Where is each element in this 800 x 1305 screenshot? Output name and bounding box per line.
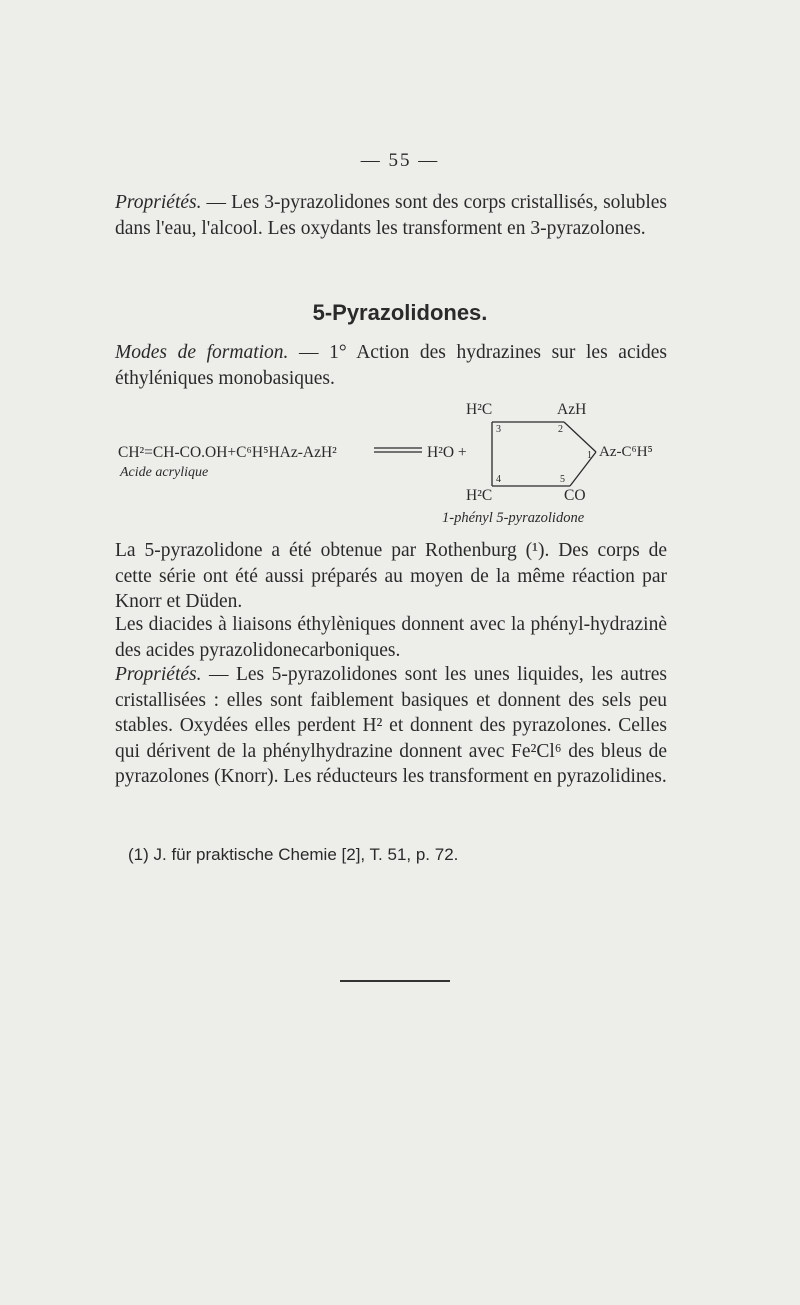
paragraph-formation	[115, 340, 667, 391]
ring-substituent: Az-C⁶H⁵	[599, 444, 653, 460]
ring-atom-bottom-right: CO	[564, 487, 586, 504]
ring-bond	[570, 452, 596, 486]
paragraph-text: — Les 5-pyrazolidones sont les unes liquides, les autres cristallisées : elles sont faiblement basiques et donnent des sels peu stables. Oxydées elles perdent H² et donnent des pyrazolones. Celles qui dérivent de la phénylhydrazine donnent avec Fe²Cl⁶ des bleus de pyrazolones (Knorr). Les réducteurs les transforment en pyrazolidines.	[115, 664, 667, 787]
ring-atom-bottom-left: H²C	[466, 487, 493, 504]
paragraph-text: — 1° Action des hydrazines sur les acides éthyléniques monobasiques.	[115, 342, 668, 389]
ring-atom-top-left: H²C	[466, 401, 493, 418]
ring-number: 1	[587, 450, 592, 461]
paragraph-history: La 5-pyrazolidone a été obtenue par Rothenburg (¹). Des corps de cette série ont été aussi préparés au moyen de la même réaction par Knorr et Düden.	[115, 540, 667, 612]
paragraph-label: Propriétés.	[115, 664, 202, 685]
ring-number: 4	[496, 474, 501, 485]
page-number: — 55 —	[360, 150, 440, 171]
paragraph-diacids: Les diacides à liaisons éthylèniques donnent avec la phényl-hydrazinè des acides pyrazolidonecarboniques.	[115, 614, 667, 661]
reactant-name: Acide acrylique	[120, 465, 209, 480]
paragraph-properties-5	[115, 662, 667, 790]
reactant-formula: CH²=CH-CO.OH+C⁶H⁵HAz-AzH²	[118, 444, 337, 461]
reaction-scheme	[112, 392, 692, 532]
paragraph-label: Propriétés.	[115, 192, 202, 213]
section-heading: 5-Pyrazolidones.	[312, 300, 488, 325]
paragraph-text: — Les 3-pyrazolidones sont des corps cristallisés, solubles dans l'eau, l'alcool. Les oxydants les transforment en 3-pyrazolones.	[115, 192, 668, 239]
ring-number: 3	[496, 424, 501, 435]
product-name: 1-phényl 5-pyrazolidone	[442, 510, 585, 526]
ring-number: 2	[558, 424, 563, 435]
ring-atom-top-right: AzH	[557, 401, 587, 418]
paragraph-properties-3	[115, 190, 667, 241]
ring-bond	[564, 422, 596, 452]
closing-rule	[340, 980, 450, 982]
footnote: (1) J. für praktische Chemie [2], T. 51, p. 72.	[128, 845, 459, 864]
water-formula: H²O +	[427, 444, 467, 461]
ring-number: 5	[560, 474, 565, 485]
paragraph-label: Modes de formation.	[115, 342, 289, 363]
